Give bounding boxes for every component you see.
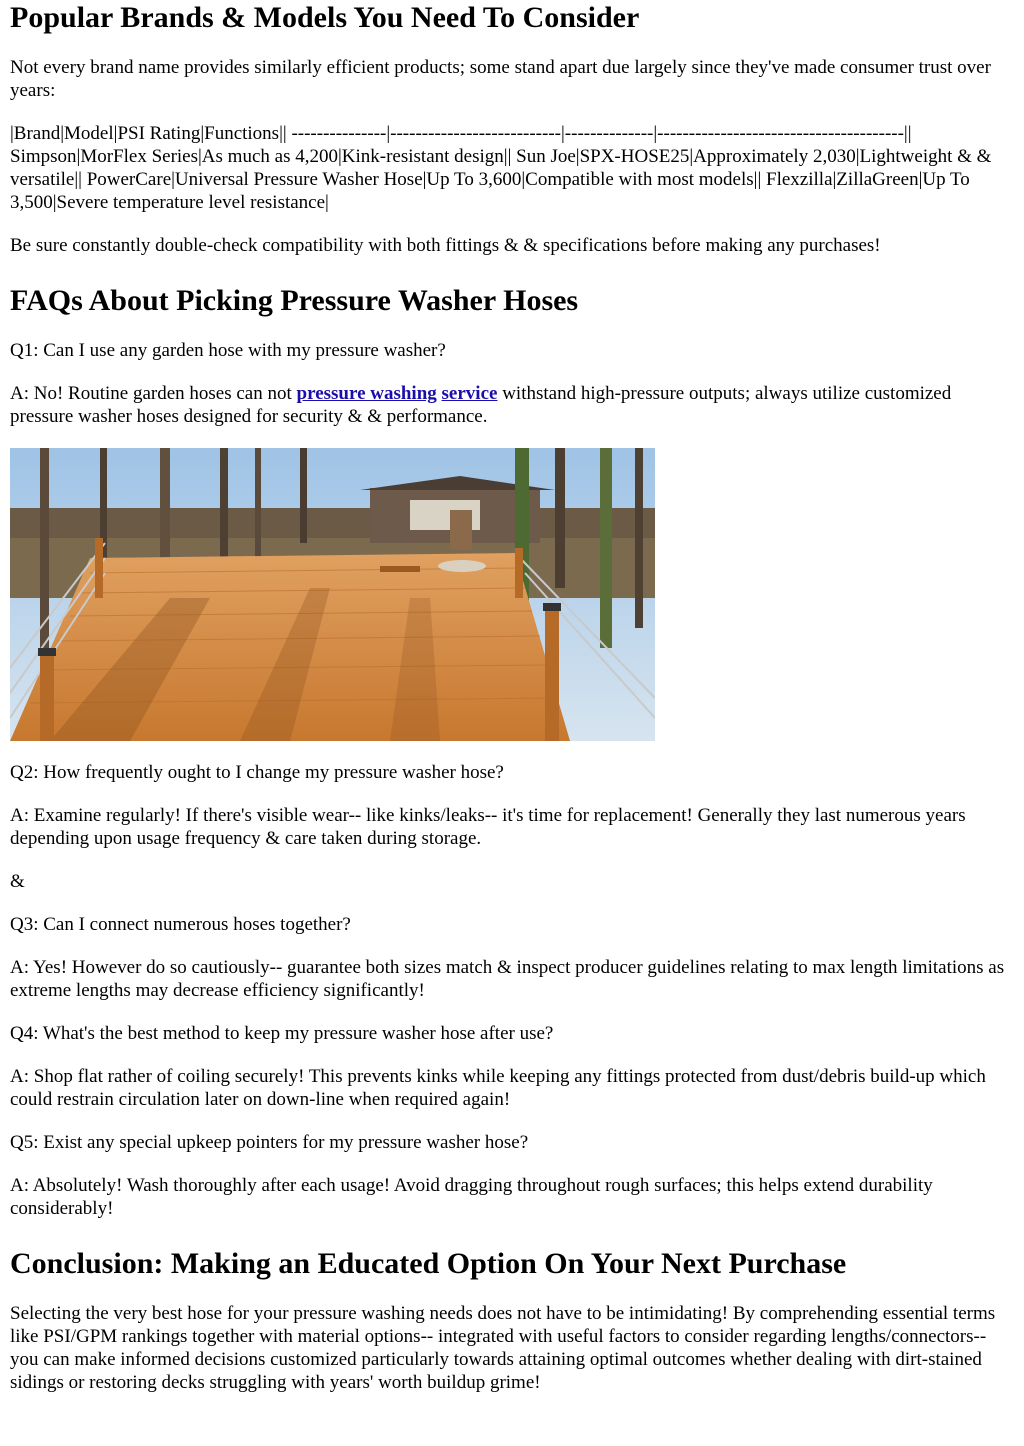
brands-heading: Popular Brands & Models You Need To Consider [10,1,640,34]
faq-answer-3: A: Yes! However do so cautiously-- guarantee both sizes match & inspect producer guidelines relating to max length limitations as extreme lengths may decrease efficiency significantly! [10,957,1005,1001]
brands-table-text: |Brand|Model|PSI Rating|Functions|| ---------------|---------------------------|--------------|---------------------------------------|| Simpson|MorFlex Series|As much as 4,200|Kink-resistant design|| Sun Joe|SPX-HOSE25|Approximately 2,030|Lightweight & & versatile|| PowerCare|Universal Pressure Washer Hose|Up To 3,600|Compatible with most models|| Flexzilla|ZillaGreen|Up To 3,500|Severe temperature level resistance| [10,123,992,213]
faq-answer-1-start: A: No! Routine garden hoses can not [10,383,297,404]
faq-question-1: Q1: Can I use any garden hose with my pressure washer? [10,340,446,361]
faq-question-3: Q3: Can I connect numerous hoses together? [10,914,351,935]
brands-intro: Not every brand name provides similarly efficient products; some stand apart due largely since they've made consumer trust over years: [10,57,991,101]
compatibility-note: Be sure constantly double-check compatibility with both fittings & & specifications before making any purchases! [10,235,881,256]
faq-answer-2: A: Examine regularly! If there's visible wear-- like kinks/leaks-- it's time for replacement! Generally they last numerous years depending upon usage frequency & care taken during storage. [10,805,966,849]
deck-photo [10,448,655,741]
faq-question-4: Q4: What's the best method to keep my pressure washer hose after use? [10,1023,554,1044]
pressure-washing-link[interactable]: pressure washing [296,383,437,404]
faq-answer-4: A: Shop flat rather of coiling securely! This prevents kinks while keeping any fittings protected from dust/debris build-up which could restrain circulation later on down-line when required again! [10,1066,986,1110]
faq-answer-1-end: withstand high-pressure outputs; always utilize customized pressure washer hoses designed for security & & performance. [10,383,952,427]
faq-question-5: Q5: Exist any special upkeep pointers for my pressure washer hose? [10,1132,529,1153]
faq-answer-1 [10,382,1014,428]
faq-answer-5: A: Absolutely! Wash thoroughly after each usage! Avoid dragging throughout rough surfaces; this helps extend durability considerably! [10,1175,933,1219]
faqs-heading: FAQs About Picking Pressure Washer Hoses [10,284,579,317]
ampersand-line: & [10,871,25,892]
conclusion-heading: Conclusion: Making an Educated Option On Your Next Purchase [10,1247,847,1280]
faq-question-2: Q2: How frequently ought to I change my pressure washer hose? [10,762,504,783]
conclusion-body: Selecting the very best hose for your pressure washing needs does not have to be intimidating! By comprehending essential terms like PSI/GPM rankings together with material options-- integrated with useful factors to consider regarding lengths/connectors-- you can make informed decisions customized particularly towards attaining optimal outcomes whether dealing with dirt-stained sidings or restoring decks struggling with years' worth buildup grime! [10,1303,996,1393]
service-link[interactable]: service [441,383,498,404]
